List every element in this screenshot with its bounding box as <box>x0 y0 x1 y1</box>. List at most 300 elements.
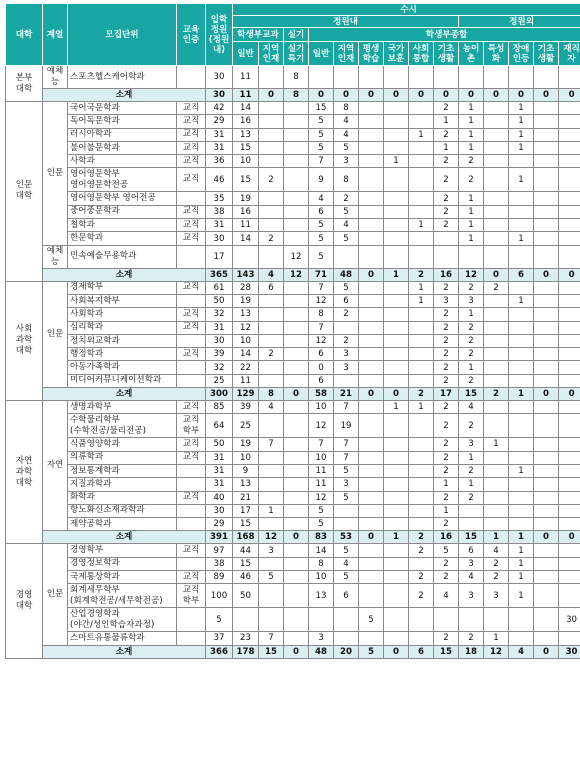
subtotal-value: 2 <box>409 268 434 281</box>
value-cell: 3 <box>459 557 484 570</box>
value-cell: 7 <box>334 438 359 451</box>
value-cell <box>334 321 359 334</box>
unit-cell: 행정학과 <box>68 348 177 361</box>
value-cell <box>534 102 559 115</box>
value-cell: 2 <box>434 451 459 464</box>
value-cell <box>284 155 309 168</box>
value-cell <box>384 571 409 584</box>
value-cell <box>259 478 284 491</box>
value-cell <box>334 632 359 645</box>
value-cell <box>359 504 384 517</box>
value-cell <box>559 219 580 232</box>
value-cell: 4 <box>334 219 359 232</box>
value-cell: 12 <box>309 334 334 347</box>
value-cell <box>359 414 384 438</box>
value-cell: 4 <box>459 571 484 584</box>
value-cell <box>559 245 580 268</box>
college-cell: 인문 대학 <box>6 102 43 282</box>
table-row <box>6 294 580 307</box>
cert-cell: 교직 <box>177 115 206 128</box>
value-cell: 2 <box>334 192 359 205</box>
value-cell <box>534 334 559 347</box>
cert-cell: 교직 <box>177 491 206 504</box>
value-cell <box>484 491 509 504</box>
value-cell <box>359 281 384 294</box>
subtotal-value: 0 <box>484 268 509 281</box>
value-cell <box>534 281 559 294</box>
value-cell <box>434 66 459 89</box>
cert-cell: 교직 <box>177 155 206 168</box>
value-cell <box>409 557 434 570</box>
value-cell: 46 <box>206 168 233 192</box>
value-cell <box>409 141 434 154</box>
subtotal-value: 0 <box>559 388 580 401</box>
value-cell: 4 <box>334 557 359 570</box>
subtotal-value: 143 <box>233 268 259 281</box>
value-cell <box>459 245 484 268</box>
value-cell: 7 <box>259 632 284 645</box>
cert-cell <box>177 518 206 531</box>
value-cell <box>334 66 359 89</box>
value-cell <box>484 478 509 491</box>
table-row <box>6 102 580 115</box>
value-cell: 2 <box>259 168 284 192</box>
value-cell: 19 <box>233 438 259 451</box>
value-cell: 13 <box>309 584 334 608</box>
sub-col-9: 농어 촌 <box>459 42 484 66</box>
value-cell <box>233 608 259 632</box>
subtotal-value: 0 <box>534 645 559 658</box>
unit-cell: 미디어커뮤니케이션학과 <box>68 374 177 387</box>
value-cell <box>534 115 559 128</box>
value-cell <box>559 584 580 608</box>
table-row <box>6 571 580 584</box>
unit-cell: 불어불문학과 <box>68 141 177 154</box>
value-cell: 4 <box>484 544 509 557</box>
college-cell: 경영 대학 <box>6 544 43 658</box>
value-cell: 7 <box>334 451 359 464</box>
table-row <box>6 232 580 245</box>
unit-cell: 수학물리학부 (수학전공/물리전공) <box>68 414 177 438</box>
value-cell: 2 <box>434 205 459 218</box>
unit-cell: 영어영문학부 영어전공 <box>68 192 177 205</box>
subtotal-value: 0 <box>359 531 384 544</box>
value-cell <box>409 491 434 504</box>
value-cell: 19 <box>233 192 259 205</box>
value-cell <box>409 245 434 268</box>
value-cell <box>559 168 580 192</box>
subtotal-value: 12 <box>284 268 309 281</box>
value-cell <box>534 414 559 438</box>
cert-cell <box>177 294 206 307</box>
table-row <box>6 115 580 128</box>
value-cell: 1 <box>434 115 459 128</box>
cert-cell: 교직 <box>177 571 206 584</box>
cert-cell <box>177 192 206 205</box>
unit-cell: 국제통상학과 <box>68 571 177 584</box>
value-cell <box>484 66 509 89</box>
value-cell: 2 <box>434 414 459 438</box>
table-row <box>6 192 580 205</box>
value-cell: 5 <box>334 491 359 504</box>
sub-col-2: 실기 특기 <box>284 42 309 66</box>
value-cell <box>259 518 284 531</box>
value-cell: 11 <box>233 219 259 232</box>
value-cell <box>409 334 434 347</box>
value-cell <box>284 571 309 584</box>
value-cell <box>409 205 434 218</box>
value-cell: 2 <box>434 401 459 414</box>
value-cell: 31 <box>206 464 233 477</box>
value-cell <box>334 245 359 268</box>
value-cell: 17 <box>233 504 259 517</box>
value-cell: 2 <box>434 281 459 294</box>
value-cell: 11 <box>233 374 259 387</box>
subtotal-value: 0 <box>284 645 309 658</box>
value-cell <box>259 115 284 128</box>
value-cell: 7 <box>309 281 334 294</box>
unit-cell: 항노화신소재과학과 <box>68 504 177 517</box>
value-cell: 1 <box>459 219 484 232</box>
value-cell: 2 <box>409 571 434 584</box>
value-cell <box>484 361 509 374</box>
subtotal-value: 1 <box>384 268 409 281</box>
subtotal-value: 30 <box>559 645 580 658</box>
value-cell: 2 <box>459 374 484 387</box>
value-cell <box>534 321 559 334</box>
table-row <box>6 401 580 414</box>
subtotal-value: 58 <box>309 388 334 401</box>
value-cell: 37 <box>206 632 233 645</box>
value-cell: 1 <box>459 478 484 491</box>
subtotal-value: 129 <box>233 388 259 401</box>
cert-cell <box>177 374 206 387</box>
value-cell <box>359 128 384 141</box>
value-cell <box>459 518 484 531</box>
value-cell <box>484 115 509 128</box>
value-cell <box>534 348 559 361</box>
value-cell: 1 <box>434 478 459 491</box>
unit-cell: 민속예술무용학과 <box>68 245 177 268</box>
cert-cell: 교직 <box>177 451 206 464</box>
value-cell <box>534 518 559 531</box>
subtotal-value: 0 <box>384 388 409 401</box>
value-cell <box>384 128 409 141</box>
value-cell: 5 <box>334 464 359 477</box>
table-row <box>6 281 580 294</box>
value-cell: 1 <box>509 571 534 584</box>
value-cell <box>409 348 434 361</box>
value-cell <box>359 192 384 205</box>
value-cell <box>259 141 284 154</box>
value-cell <box>559 414 580 438</box>
subtotal-value: 18 <box>459 645 484 658</box>
unit-cell: 스포츠헬스케어학과 <box>68 66 177 89</box>
value-cell <box>384 141 409 154</box>
value-cell <box>559 294 580 307</box>
value-cell <box>384 232 409 245</box>
value-cell: 2 <box>434 334 459 347</box>
value-cell <box>509 245 534 268</box>
sub-col-5: 평생 학습 <box>359 42 384 66</box>
col-student-record-subject: 학생부교과 <box>233 28 284 42</box>
value-cell <box>359 361 384 374</box>
value-cell <box>359 219 384 232</box>
unit-cell: 철학과 <box>68 219 177 232</box>
value-cell <box>484 504 509 517</box>
value-cell: 42 <box>206 102 233 115</box>
value-cell <box>384 361 409 374</box>
cert-cell: 교직 <box>177 438 206 451</box>
value-cell: 11 <box>309 464 334 477</box>
value-cell <box>409 608 434 632</box>
value-cell <box>409 66 434 89</box>
value-cell: 2 <box>434 192 459 205</box>
subtotal-value: 0 <box>309 89 334 102</box>
value-cell: 1 <box>409 294 434 307</box>
value-cell: 11 <box>233 66 259 89</box>
value-cell <box>384 544 409 557</box>
value-cell: 10 <box>233 155 259 168</box>
value-cell <box>384 205 409 218</box>
value-cell: 39 <box>233 401 259 414</box>
subtotal-row <box>6 89 580 102</box>
value-cell <box>509 632 534 645</box>
table-row <box>6 168 580 192</box>
value-cell: 2 <box>459 168 484 192</box>
value-cell <box>534 401 559 414</box>
value-cell <box>259 192 284 205</box>
value-cell: 1 <box>509 544 534 557</box>
value-cell <box>534 491 559 504</box>
value-cell: 1 <box>509 232 534 245</box>
value-cell: 11 <box>309 478 334 491</box>
value-cell: 29 <box>206 115 233 128</box>
value-cell <box>509 491 534 504</box>
col-practical: 실기 <box>284 28 309 42</box>
value-cell: 1 <box>509 128 534 141</box>
value-cell: 21 <box>233 491 259 504</box>
col-out-quota: 정원외 <box>459 16 580 28</box>
value-cell: 38 <box>206 205 233 218</box>
value-cell <box>559 401 580 414</box>
subtotal-value: 0 <box>359 388 384 401</box>
value-cell <box>534 232 559 245</box>
value-cell <box>509 361 534 374</box>
value-cell: 7 <box>309 321 334 334</box>
value-cell: 6 <box>259 281 284 294</box>
cert-cell <box>177 504 206 517</box>
value-cell: 36 <box>206 155 233 168</box>
value-cell <box>534 374 559 387</box>
cert-cell: 교직 학부 <box>177 584 206 608</box>
value-cell: 8 <box>309 557 334 570</box>
value-cell <box>484 155 509 168</box>
subtotal-value: 15 <box>459 388 484 401</box>
subtotal-label: 소계 <box>43 531 206 544</box>
value-cell: 2 <box>459 491 484 504</box>
value-cell: 5 <box>334 141 359 154</box>
value-cell: 5 <box>334 281 359 294</box>
value-cell <box>284 192 309 205</box>
value-cell: 32 <box>206 361 233 374</box>
value-cell <box>359 374 384 387</box>
col-unit: 모집단위 <box>68 4 177 66</box>
unit-cell: 화학과 <box>68 491 177 504</box>
cert-cell: 교직 <box>177 219 206 232</box>
value-cell <box>284 464 309 477</box>
subtotal-value: 2 <box>409 388 434 401</box>
table-row <box>6 245 580 268</box>
value-cell <box>284 308 309 321</box>
table-row <box>6 557 580 570</box>
value-cell <box>334 374 359 387</box>
value-cell <box>284 348 309 361</box>
value-cell: 9 <box>233 464 259 477</box>
value-cell <box>409 232 434 245</box>
subtotal-value: 0 <box>334 89 359 102</box>
value-cell: 2 <box>434 632 459 645</box>
value-cell: 2 <box>434 128 459 141</box>
value-cell <box>259 245 284 268</box>
value-cell <box>484 308 509 321</box>
value-cell: 31 <box>206 478 233 491</box>
value-cell <box>284 544 309 557</box>
value-cell: 5 <box>259 571 284 584</box>
value-cell: 4 <box>259 401 284 414</box>
cert-cell <box>177 632 206 645</box>
value-cell <box>409 115 434 128</box>
value-cell: 13 <box>233 478 259 491</box>
value-cell <box>259 334 284 347</box>
value-cell: 12 <box>233 321 259 334</box>
value-cell <box>284 128 309 141</box>
cert-cell: 교직 <box>177 308 206 321</box>
value-cell <box>559 192 580 205</box>
value-cell: 2 <box>434 168 459 192</box>
college-cell: 사회 과학 대학 <box>6 281 43 400</box>
subtotal-value: 366 <box>206 645 233 658</box>
table-row <box>6 205 580 218</box>
value-cell <box>559 205 580 218</box>
value-cell <box>259 205 284 218</box>
value-cell <box>559 464 580 477</box>
value-cell: 6 <box>334 584 359 608</box>
value-cell: 6 <box>459 544 484 557</box>
unit-cell: 경영학부 <box>68 544 177 557</box>
value-cell <box>559 155 580 168</box>
unit-cell: 지질과학과 <box>68 478 177 491</box>
value-cell <box>559 308 580 321</box>
table-row <box>6 438 580 451</box>
value-cell <box>384 518 409 531</box>
value-cell <box>359 401 384 414</box>
subtotal-value: 300 <box>206 388 233 401</box>
subtotal-value: 0 <box>409 89 434 102</box>
value-cell: 1 <box>409 219 434 232</box>
value-cell <box>284 334 309 347</box>
value-cell <box>284 141 309 154</box>
sub-col-0: 일반 <box>233 42 259 66</box>
value-cell <box>284 321 309 334</box>
value-cell <box>509 192 534 205</box>
table-body <box>6 66 580 659</box>
value-cell: 15 <box>233 518 259 531</box>
table-row <box>6 219 580 232</box>
value-cell <box>409 374 434 387</box>
value-cell <box>509 374 534 387</box>
subtotal-value: 0 <box>509 89 534 102</box>
value-cell <box>359 491 384 504</box>
subtotal-value: 2 <box>484 388 509 401</box>
value-cell <box>534 66 559 89</box>
cert-cell: 교직 <box>177 321 206 334</box>
value-cell: 1 <box>409 401 434 414</box>
value-cell <box>559 115 580 128</box>
value-cell <box>409 504 434 517</box>
college-cell: 자연 과학 대학 <box>6 401 43 544</box>
value-cell <box>484 334 509 347</box>
cert-cell <box>177 608 206 632</box>
value-cell: 23 <box>233 632 259 645</box>
value-cell <box>534 451 559 464</box>
value-cell: 12 <box>309 294 334 307</box>
value-cell <box>384 632 409 645</box>
subtotal-value: 0 <box>534 531 559 544</box>
subtotal-value: 16 <box>434 531 459 544</box>
cert-cell <box>177 361 206 374</box>
value-cell <box>534 308 559 321</box>
value-cell: 3 <box>484 584 509 608</box>
table-header <box>6 4 580 66</box>
cert-cell: 교직 <box>177 348 206 361</box>
value-cell <box>484 374 509 387</box>
value-cell <box>259 414 284 438</box>
value-cell <box>559 491 580 504</box>
value-cell: 32 <box>206 308 233 321</box>
unit-cell: 식품영양학과 <box>68 438 177 451</box>
value-cell <box>284 608 309 632</box>
value-cell <box>284 632 309 645</box>
cert-cell <box>177 334 206 347</box>
value-cell: 7 <box>309 155 334 168</box>
value-cell: 2 <box>434 518 459 531</box>
value-cell <box>259 584 284 608</box>
value-cell: 16 <box>233 115 259 128</box>
subtotal-value: 1 <box>509 388 534 401</box>
unit-cell: 제약공학과 <box>68 518 177 531</box>
value-cell <box>409 168 434 192</box>
value-cell: 2 <box>259 348 284 361</box>
series-cell: 인문 <box>43 544 68 645</box>
series-cell: 자연 <box>43 401 68 531</box>
value-cell: 6 <box>309 205 334 218</box>
value-cell <box>384 504 409 517</box>
subtotal-value: 30 <box>206 89 233 102</box>
value-cell <box>509 401 534 414</box>
value-cell <box>559 348 580 361</box>
subtotal-value: 5 <box>359 645 384 658</box>
value-cell: 5 <box>359 608 384 632</box>
value-cell <box>284 115 309 128</box>
value-cell <box>509 66 534 89</box>
value-cell: 31 <box>206 219 233 232</box>
value-cell <box>409 464 434 477</box>
value-cell <box>384 414 409 438</box>
subtotal-value: 0 <box>384 89 409 102</box>
value-cell <box>384 66 409 89</box>
value-cell <box>559 374 580 387</box>
